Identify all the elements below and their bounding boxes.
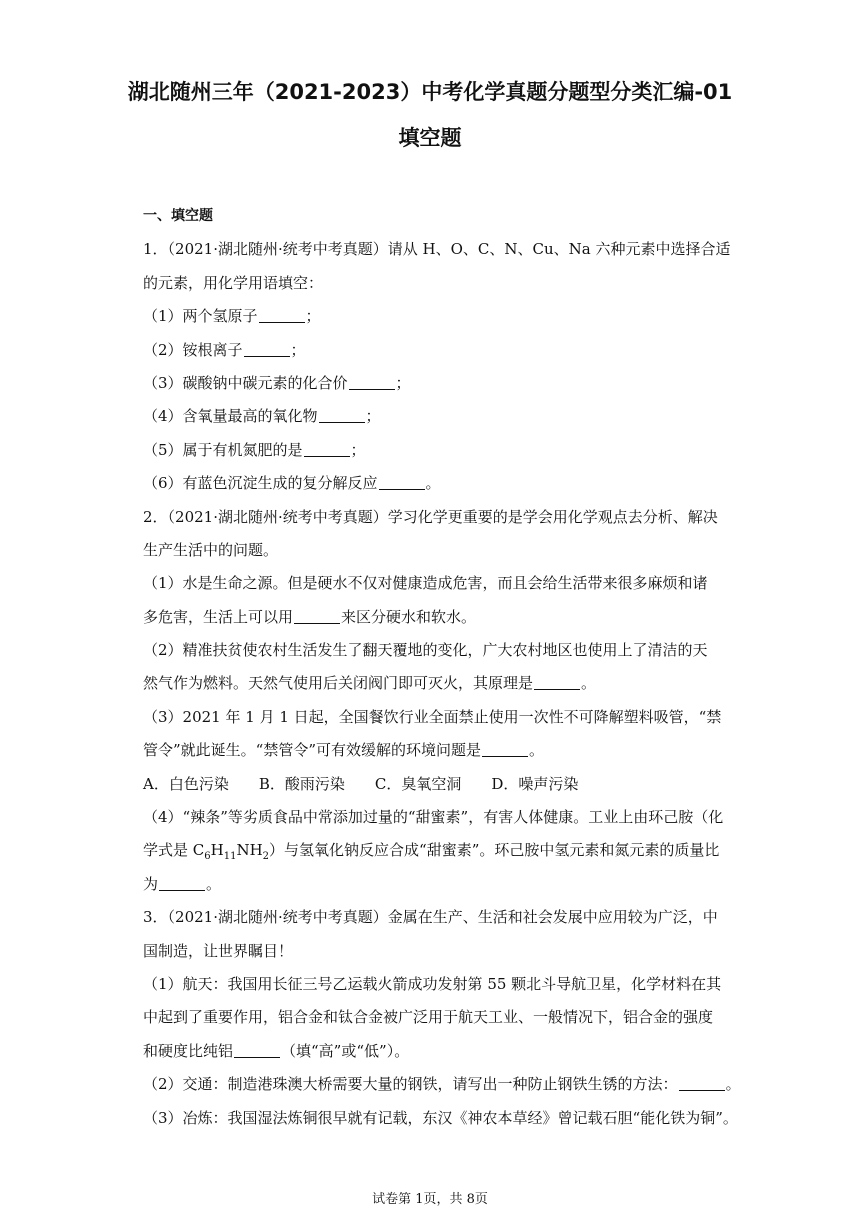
formula-mid: NH: [236, 841, 263, 860]
q2-part4-line3: [143, 868, 725, 901]
q1-sub2-text: （2）铵根离子: [143, 340, 243, 359]
q3-stem-line2: 国制造，让世界瞩目！: [143, 941, 294, 960]
q1-sub1: [143, 300, 725, 333]
punct: ；: [290, 340, 306, 359]
q2-part1-pre: 多危害，生活上可以用: [143, 607, 294, 626]
answer-blank[interactable]: [304, 455, 350, 457]
q2-stem-line2: 生产生活中的问题。: [143, 540, 279, 559]
q1-sub3: [143, 367, 725, 400]
q1-stem-line1: 1．（2021·湖北随州·统考中考真题）请从 H、O、C、N、Cu、Na 六种元素中选择合适: [143, 240, 731, 259]
q2-part2-post: 。: [581, 674, 597, 693]
q2-part3-line2: [143, 734, 725, 767]
q2-part1-line1: （1）水是生命之源。但是硬水不仅对健康造成危害，而且会给生活带来很多麻烦和诸: [143, 574, 708, 593]
answer-blank[interactable]: [294, 622, 340, 624]
answer-blank[interactable]: [259, 321, 305, 323]
answer-blank[interactable]: [534, 688, 580, 690]
q3-part2: [143, 1068, 741, 1101]
option-b[interactable]: B．酸雨污染: [258, 774, 345, 793]
q1-sub4-text: （4）含氧量最高的氧化物: [143, 407, 318, 426]
answer-blank[interactable]: [244, 355, 290, 357]
q1-sub2: [143, 334, 725, 367]
q1-sub6: [143, 467, 725, 500]
q2-part2-line1: （2）精准扶贫使农村生活发生了翻天覆地的变化，广大农村地区也使用上了清洁的天: [143, 641, 708, 660]
q2-part4c-post: 。: [206, 874, 222, 893]
q2-part2-line2: [143, 667, 725, 700]
q1-sub6-text: （6）有蓝色沉淀生成的复分解反应: [143, 474, 378, 493]
punct: ；: [350, 440, 366, 459]
q1-sub5: [143, 434, 725, 467]
q1-sub3-text: （3）碳酸钠中碳元素的化合价: [143, 373, 348, 392]
page-title-line2: 填空题: [398, 126, 462, 150]
q1-sub1-text: （1）两个氢原子: [143, 307, 258, 326]
q2-part4-line1: （4）“辣条”等劣质食品中常添加过量的“甜蜜素”，有害人体健康。工业上由环己胺（化: [143, 808, 724, 827]
q2-part3-post: 。: [529, 741, 545, 760]
page-footer: 试卷第 1页，共 8页: [372, 1192, 488, 1207]
punct: 。: [425, 474, 441, 493]
page-title-line1: 湖北随州三年（2021-2023）中考化学真题分题型分类汇编-01: [127, 80, 733, 104]
answer-blank[interactable]: [379, 488, 425, 490]
q3-part1-line3: [143, 1035, 725, 1068]
option-d[interactable]: D．噪声污染: [491, 774, 579, 793]
q3-part1-line1: （1）航天：我国用长征三号乙运载火箭成功发射第 55 颗北斗导航卫星，化学材料在其: [143, 974, 722, 993]
q2-stem-line1: 2．（2021·湖北随州·统考中考真题）学习化学更重要的是学会用化学观点去分析、解决: [143, 507, 718, 526]
answer-blank[interactable]: [679, 1089, 725, 1091]
formula-sub: 2: [262, 851, 270, 863]
answer-blank[interactable]: [349, 388, 395, 390]
question-content: [143, 200, 741, 1135]
q1-sub5-text: （5）属于有机氮肥的是: [143, 440, 303, 459]
q2-part3-options: [143, 768, 725, 801]
q3-part1-pre: 和硬度比纯铝: [143, 1041, 234, 1060]
formula-sub: 11: [223, 851, 237, 863]
formula-mid: H: [210, 841, 224, 860]
q2-part3-line1: （3）2021 年 1 月 1 日起，全国餐饮行业全面禁止使用一次性不可降解塑料吸管，“禁: [143, 707, 722, 726]
q3-stem-line1: 3．（2021·湖北随州·统考中考真题）金属在生产、生活和社会发展中应用较为广泛，中: [143, 908, 718, 927]
answer-blank[interactable]: [234, 1056, 280, 1058]
q3-part2-post: 。: [725, 1075, 741, 1094]
q3-part1-line2: 中起到了重要作用，铝合金和钛合金被广泛用于航天工业、一般情况下，铝合金的强度: [143, 1008, 714, 1027]
q3-part3: （3）冶炼：我国湿法炼铜很早就有记载，东汉《神农本草经》曾记载石胆“能化铁为铜”。: [143, 1108, 738, 1127]
option-c[interactable]: C．臭氧空洞: [374, 774, 462, 793]
punct: ；: [395, 373, 411, 392]
q2-part4c-pre: 为: [143, 874, 159, 893]
answer-blank[interactable]: [159, 889, 205, 891]
q2-part1-line2: [143, 601, 725, 634]
formula-pre: 学式是 C: [143, 841, 205, 860]
q1-stem-line2: 的元素，用化学用语填空：: [143, 273, 324, 292]
formula-sub: 6: [204, 851, 211, 863]
answer-blank[interactable]: [482, 755, 528, 757]
q1-sub4: [143, 400, 725, 433]
punct: ；: [305, 307, 321, 326]
q2-part3-pre: 管令”就此诞生。“禁管令”可有效缓解的环境问题是: [143, 741, 482, 760]
option-a[interactable]: A．白色污染: [143, 774, 229, 793]
q2-part4-line2: [143, 834, 725, 867]
q2-part4-post: ）与氢氧化钠反应合成“甜蜜素”。环己胺中氢元素和氮元素的质量比: [269, 841, 720, 860]
q3-part1-post: （填“高”或“低”）。: [281, 1041, 410, 1060]
punct: ；: [365, 407, 381, 426]
section-heading: 一、填空题: [143, 208, 213, 224]
q2-part1-post: 来区分硬水和软水。: [341, 607, 477, 626]
q3-part2-pre: （2）交通：制造港珠澳大桥需要大量的钢铁，请写出一种防止钢铁生锈的方法：: [143, 1075, 678, 1094]
answer-blank[interactable]: [319, 421, 365, 423]
q2-part2-pre: 然气作为燃料。天然气使用后关闭阀门即可灭火，其原理是: [143, 674, 534, 693]
